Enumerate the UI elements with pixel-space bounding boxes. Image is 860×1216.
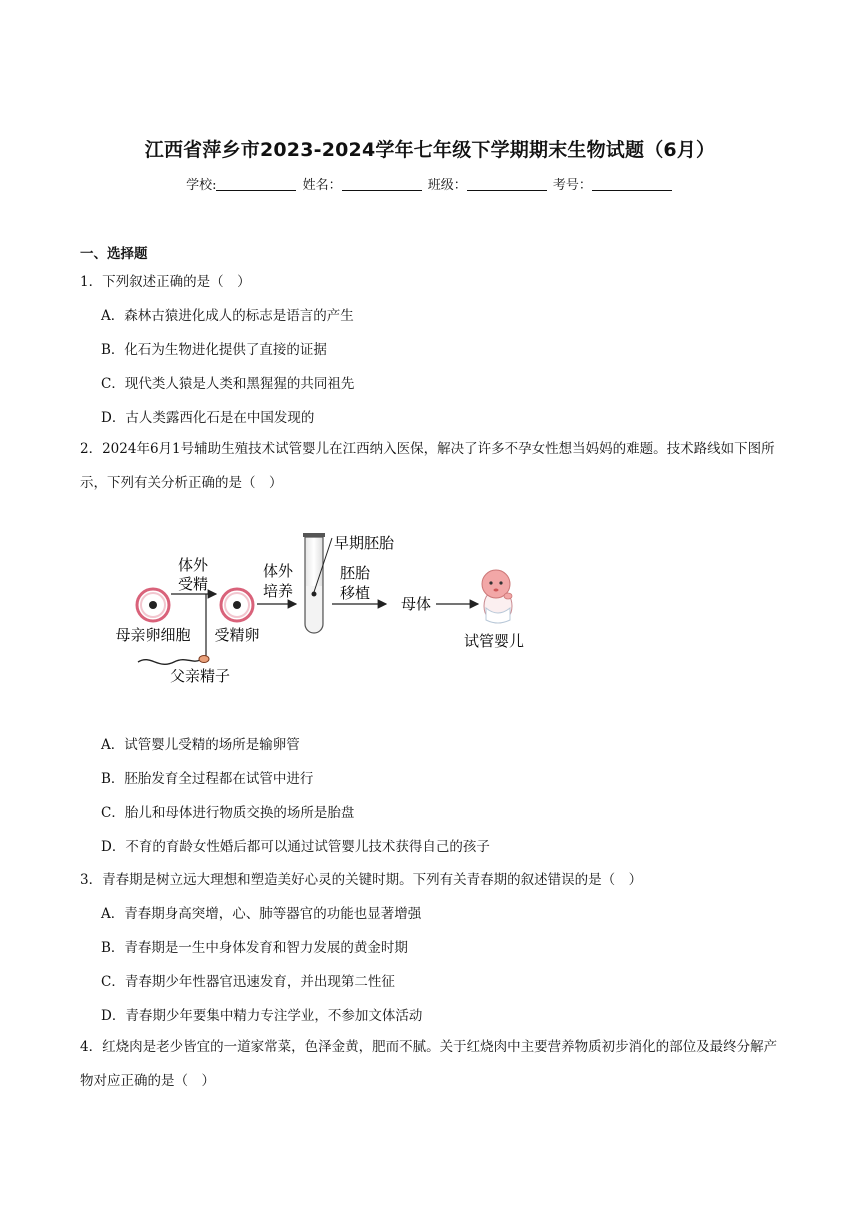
step-culture-line2: 培养 <box>262 582 294 600</box>
question-1-option-c[interactable]: C．现代类人猿是人类和黑猩猩的共同祖先 <box>101 376 355 392</box>
baby-icon <box>482 570 512 623</box>
sperm-icon <box>138 656 209 665</box>
step-fertilization-line1: 体外 <box>177 556 209 574</box>
question-1-stem: 1．下列叙述正确的是（ ） <box>80 274 251 290</box>
step-transfer-line1: 胚胎 <box>339 564 371 582</box>
exam-no-blank[interactable] <box>592 177 672 191</box>
question-3-option-b[interactable]: B．青春期是一生中身体发育和智力发展的黄金时期 <box>101 940 408 956</box>
ivf-process-diagram <box>96 514 556 689</box>
question-4-stem: 4．红烧肉是老少皆宜的一道家常菜，色泽金黄，肥而不腻。关于红烧肉中主要营养物质初步消化的部位及最终分解产物对应正确的是（ ） <box>80 1039 778 1089</box>
ivf-baby-label: 试管婴儿 <box>463 632 525 650</box>
school-label: 学校: <box>186 178 217 193</box>
step-transfer-line2: 移植 <box>339 584 371 602</box>
class-blank[interactable] <box>467 177 547 191</box>
question-2-option-b[interactable]: B．胚胎发育全过程都在试管中进行 <box>101 771 314 787</box>
name-blank[interactable] <box>342 177 422 191</box>
question-1-option-b[interactable]: B．化石为生物进化提供了直接的证据 <box>101 342 327 358</box>
question-2-option-a[interactable]: A．试管婴儿受精的场所是输卵管 <box>101 737 300 753</box>
step-fertilization-line2: 受精 <box>177 575 209 593</box>
question-2-option-d[interactable]: D．不育的育龄女性婚后都可以通过试管婴儿技术获得自己的孩子 <box>101 839 490 855</box>
exam-no-label: 考号： <box>552 178 592 193</box>
class-label: 班级： <box>427 178 467 193</box>
question-3-stem: 3．青春期是树立远大理想和塑造美好心灵的关键时期。下列有关青春期的叙述错误的是（ ） <box>80 872 643 888</box>
question-3-option-a[interactable]: A．青春期身高突增，心、肺等器官的功能也显著增强 <box>101 906 422 922</box>
question-3-option-d[interactable]: D．青春期少年要集中精力专注学业，不参加文体活动 <box>101 1008 423 1024</box>
question-1-option-d[interactable]: D．古人类露西化石是在中国发现的 <box>101 410 315 426</box>
question-1-option-a[interactable]: A．森林古猿进化成人的标志是语言的产生 <box>101 308 354 324</box>
early-embryo-label: 早期胚胎 <box>334 534 395 552</box>
school-blank[interactable] <box>216 177 296 191</box>
student-info-line <box>0 174 860 193</box>
egg-cell-icon <box>137 589 169 621</box>
name-label: 姓名： <box>302 178 342 193</box>
mother-label: 母体 <box>400 595 432 613</box>
test-tube-icon <box>303 533 325 633</box>
section-heading: 一、选择题 <box>80 246 148 262</box>
question-2-stem: 2．2024年6月1号辅助生殖技术试管婴儿在江西纳入医保，解决了许多不孕女性想当妈妈的难题。技术路线如下图所示，下列有关分析正确的是（ ） <box>80 441 775 491</box>
question-3-option-c[interactable]: C．青春期少年性器官迅速发育，并出现第二性征 <box>101 974 395 990</box>
exam-title: 江西省萍乡市2023-2024学年七年级下学期期末生物试题（6月） <box>144 139 716 161</box>
step-culture-line1: 体外 <box>262 562 294 580</box>
sperm-label: 父亲精子 <box>169 667 231 685</box>
question-2-option-c[interactable]: C．胎儿和母体进行物质交换的场所是胎盘 <box>101 805 355 821</box>
egg-cell-label: 母亲卵细胞 <box>115 626 191 644</box>
zygote-icon <box>221 589 253 621</box>
zygote-label: 受精卵 <box>214 626 260 644</box>
